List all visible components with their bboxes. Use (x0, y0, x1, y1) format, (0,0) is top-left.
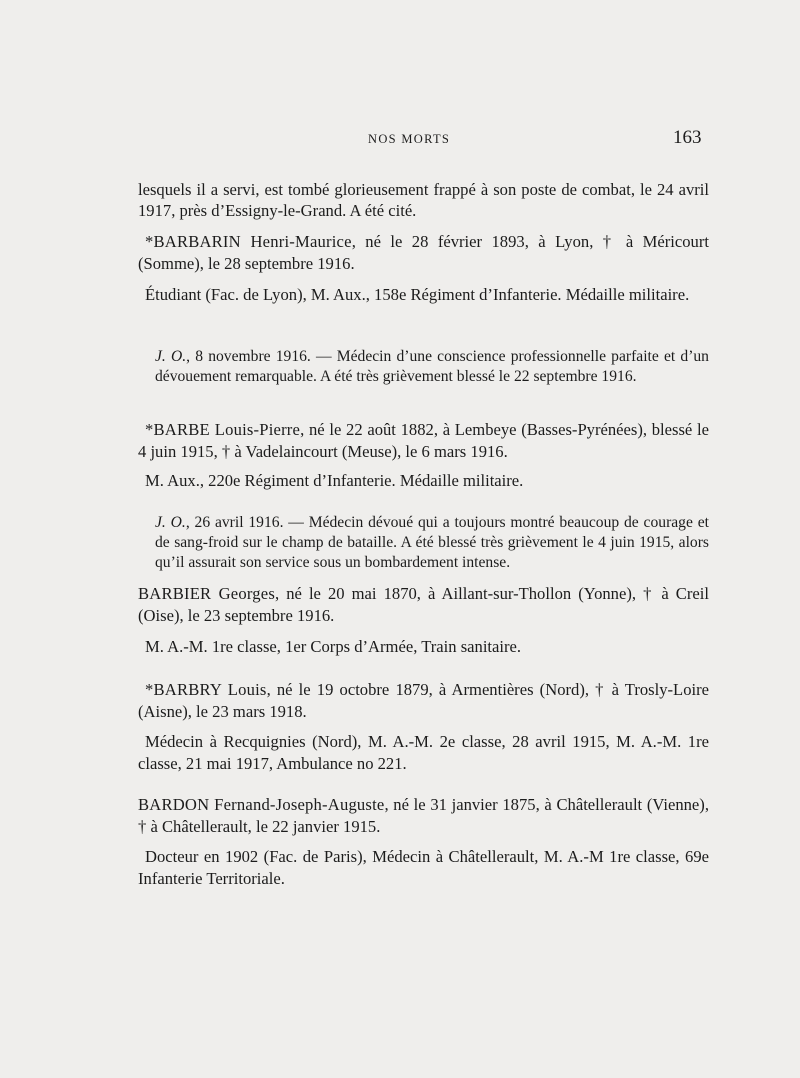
entry-bio: , né le 31 janvier 1875, à Châtellerault (Vienne), † à Châtellerault, le 22 janvier 1915. (138, 795, 709, 836)
entry-name: BARDON Fernand-Joseph-Auguste (138, 795, 385, 814)
entry-service: Médecin à Recquignies (Nord), M. A.-M. 2e classe, 28 avril 1915, M. A.-M. 1re classe, 21 mai 1917, Ambulance no 221. (138, 732, 709, 773)
entry-name: *BARBE Louis-Pierre (145, 420, 301, 439)
entry-service: Docteur en 1902 (Fac. de Paris), Médecin à Châtellerault, M. A.-M 1re classe, 69e Infanterie Territoriale. (138, 847, 709, 888)
citation-text: , 8 novembre 1916. — Médecin d’une conscience professionnelle parfaite et d’un dévouement remarquable. A été très grièvement blessé le 22 septembre 1916. (155, 347, 709, 385)
entry-bio: , né le 20 mai 1870, à Aillant-sur-Thollon (Yonne), † à Creil (Oise), le 23 septembre 1916. (138, 584, 709, 625)
entry-barbe (138, 419, 709, 492)
running-head: NOS MORTS (368, 132, 451, 146)
citation-text: , 26 avril 1916. — Médecin dévoué qui a toujours montré beaucoup de courage et de sang-froid sur le champ de bataille. A été blessé très grièvement le 4 juin 1915, alors qu’il assurait son service sous un bombardement intense. (155, 513, 709, 571)
entry-service: M. A.-M. 1re classe, 1er Corps d’Armée, Train sanitaire. (145, 637, 522, 656)
entry-bio: , né le 22 août 1882, à Lembeye (Basses-Pyrénées), blessé le 4 juin 1915, † à Vadelaincourt (Meuse), le 6 mars 1916. (138, 420, 709, 461)
entry-bio: , né le 19 octobre 1879, à Armentières (Nord), † à Trosly-Loire (Aisne), le 23 mars 1918. (138, 680, 709, 721)
entry-bardon (138, 794, 709, 889)
entry-citation (155, 347, 709, 387)
continuation-paragraph: lesquels il a servi, est tombé glorieusement frappé à son poste de combat, le 24 avril 1917, près d’Essigny-le-Grand. A été cité. (138, 179, 709, 221)
entry-heading (138, 794, 709, 837)
page-header (0, 127, 800, 151)
entry-barbier (138, 583, 709, 658)
entry-heading (138, 231, 709, 274)
entry-name: *BARBRY Louis (145, 680, 267, 699)
citation-ref: J. O. (155, 513, 186, 531)
entry-name: BARBIER Georges (138, 584, 275, 603)
entry-heading (138, 679, 709, 722)
entry-citation (155, 513, 709, 573)
entry-heading (138, 419, 709, 462)
page-number: 163 (673, 127, 702, 148)
entry-bio: , né le 28 février 1893, à Lyon, † à Méricourt (Somme), le 28 septembre 1916. (138, 232, 709, 273)
entry-service: Étudiant (Fac. de Lyon), M. Aux., 158e Régiment d’Infanterie. Médaille militaire. (145, 285, 690, 304)
entry-name: *BARBARIN Henri-Maurice (145, 232, 352, 251)
citation-ref: J. O. (155, 347, 187, 365)
entry-barbarin (138, 231, 709, 306)
entry-service: M. Aux., 220e Régiment d’Infanterie. Médaille militaire. (145, 471, 524, 490)
entry-heading (138, 583, 709, 626)
entry-barbry (138, 679, 709, 774)
